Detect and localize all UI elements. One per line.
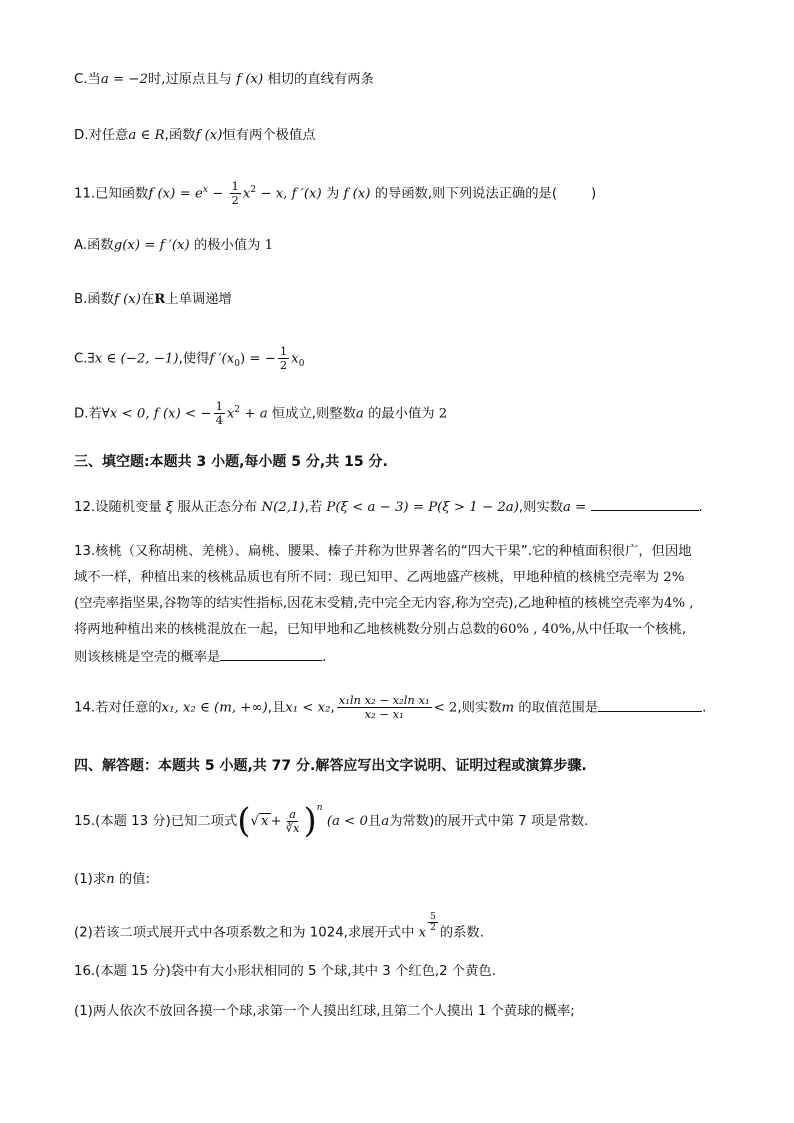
question-13-line-3: (空壳率指坚果,谷物等的结实性指标,因花末受精,壳中完全无内容,称为空壳),乙地种植的核桃空壳率为4% , — [74, 596, 694, 611]
answer-blank — [220, 646, 322, 661]
question-15: 15.(本题 13 分)已知二项式(√ x + $\frac{a}{∛x}$ )$^n$ (a < 0且a为常数)的展开式中第 7 项是常数. — [74, 801, 589, 841]
question-16-part-1: (1)两人依次不放回各摸一个球,求第一个人摸出红球,且第二个人摸出 1 个黄球的概率; — [74, 1004, 575, 1019]
answer-blank — [591, 496, 699, 511]
option-b-q11: B.函数f (x)在R上单调递增 — [74, 292, 232, 307]
option-c-q10: C.当a = −2时,过原点且与 f (x) 相切的直线有两条 — [74, 72, 374, 87]
question-16: 16.(本题 15 分)袋中有大小形状相同的 5 个球,其中 3 个红色,2 个黄色. — [74, 964, 496, 979]
section-4-heading: 四、解答题：本题共 5 小题,共 77 分.解答应写出文字说明、证明过程或演算步骤. — [74, 758, 587, 774]
fraction: $\frac{a}{∛x}$ — [285, 806, 300, 835]
option-a-q11: A.函数g(x) = f ′(x) 的极小值为 1 — [74, 238, 274, 253]
fraction: $\frac{1}{2}$ — [231, 179, 239, 207]
fraction: $\frac{\text{x₁ln x₂ − x₂ln x₁}}{\text{x₂ − x₁}}$ — [338, 693, 430, 721]
question-13-line-5: 则该核桃是空壳的概率是 . — [74, 646, 724, 668]
question-14: 14.若对任意的x₁, x₂ ∈ (m, +∞),且x₁ < x₂, $\frac{\text{x₁ln x₂ − x₂ln x₁}}{\text{x₂ − x₁}}$ < 2,则实数m 的取值范围是 . — [74, 693, 707, 721]
question-11: 11.已知函数f $(x) = e^x$ − $\frac{1}{2}$ $x^2 - x$, f ′(x) 为 f (x) 的导函数,则下列说法正确的是( ) — [74, 179, 597, 207]
question-13-line-1: 13.核桃（又称胡桃、羌桃）、扁桃、腰果、榛子并称为世界著名的“四大干果”.它的种植面积很广，但因地 — [74, 544, 692, 559]
answer-blank — [598, 697, 702, 712]
fraction: $\frac{1}{2}$ — [279, 344, 288, 372]
question-12: 12.设随机变量 ξ 服从正态分布 N(2,1),若 P(ξ < a − 3) = P(ξ > 1 − 2a),则实数a = . — [74, 496, 724, 518]
option-c-q11: C.∃x ∈ (−2, −1),使得f $'(x_0)$ = − $\frac{1}{2}$ $x_0$ — [74, 344, 305, 372]
question-15-part-1: (1)求n 的值: — [74, 872, 151, 887]
question-15-part-2: (2)若该二项式展开式中各项系数之和为 1024,求展开式中 x $\frac{5}{2}$ 的系数. — [74, 912, 484, 941]
question-13-line-4: 将两地种植出来的核桃混放在一起，已知甲地和乙地核桃数分别占总数的60% , 40%,从中任取一个核桃, — [74, 622, 687, 637]
fraction: $\frac{1}{4}$ — [215, 399, 223, 427]
option-d-q10: D.对任意a ∈ R,函数f (x)恒有两个极值点 — [74, 128, 316, 143]
option-d-q11: D.若∀x < 0, f (x) < − $\frac{1}{4}$ $x^2 + a$ 恒成立,则整数a 的最小值为 2 — [74, 399, 448, 427]
question-13-line-2: 域不一样，种植出来的核桃品质也有所不同：现已知甲、乙两地盛产核桃，甲地种植的核桃空壳率为 2% — [74, 570, 685, 585]
section-3-heading: 三、填空题:本题共 3 小题,每小题 5 分,共 15 分. — [74, 454, 388, 470]
exponent-fraction: $\frac{5}{2}$ — [430, 912, 436, 933]
